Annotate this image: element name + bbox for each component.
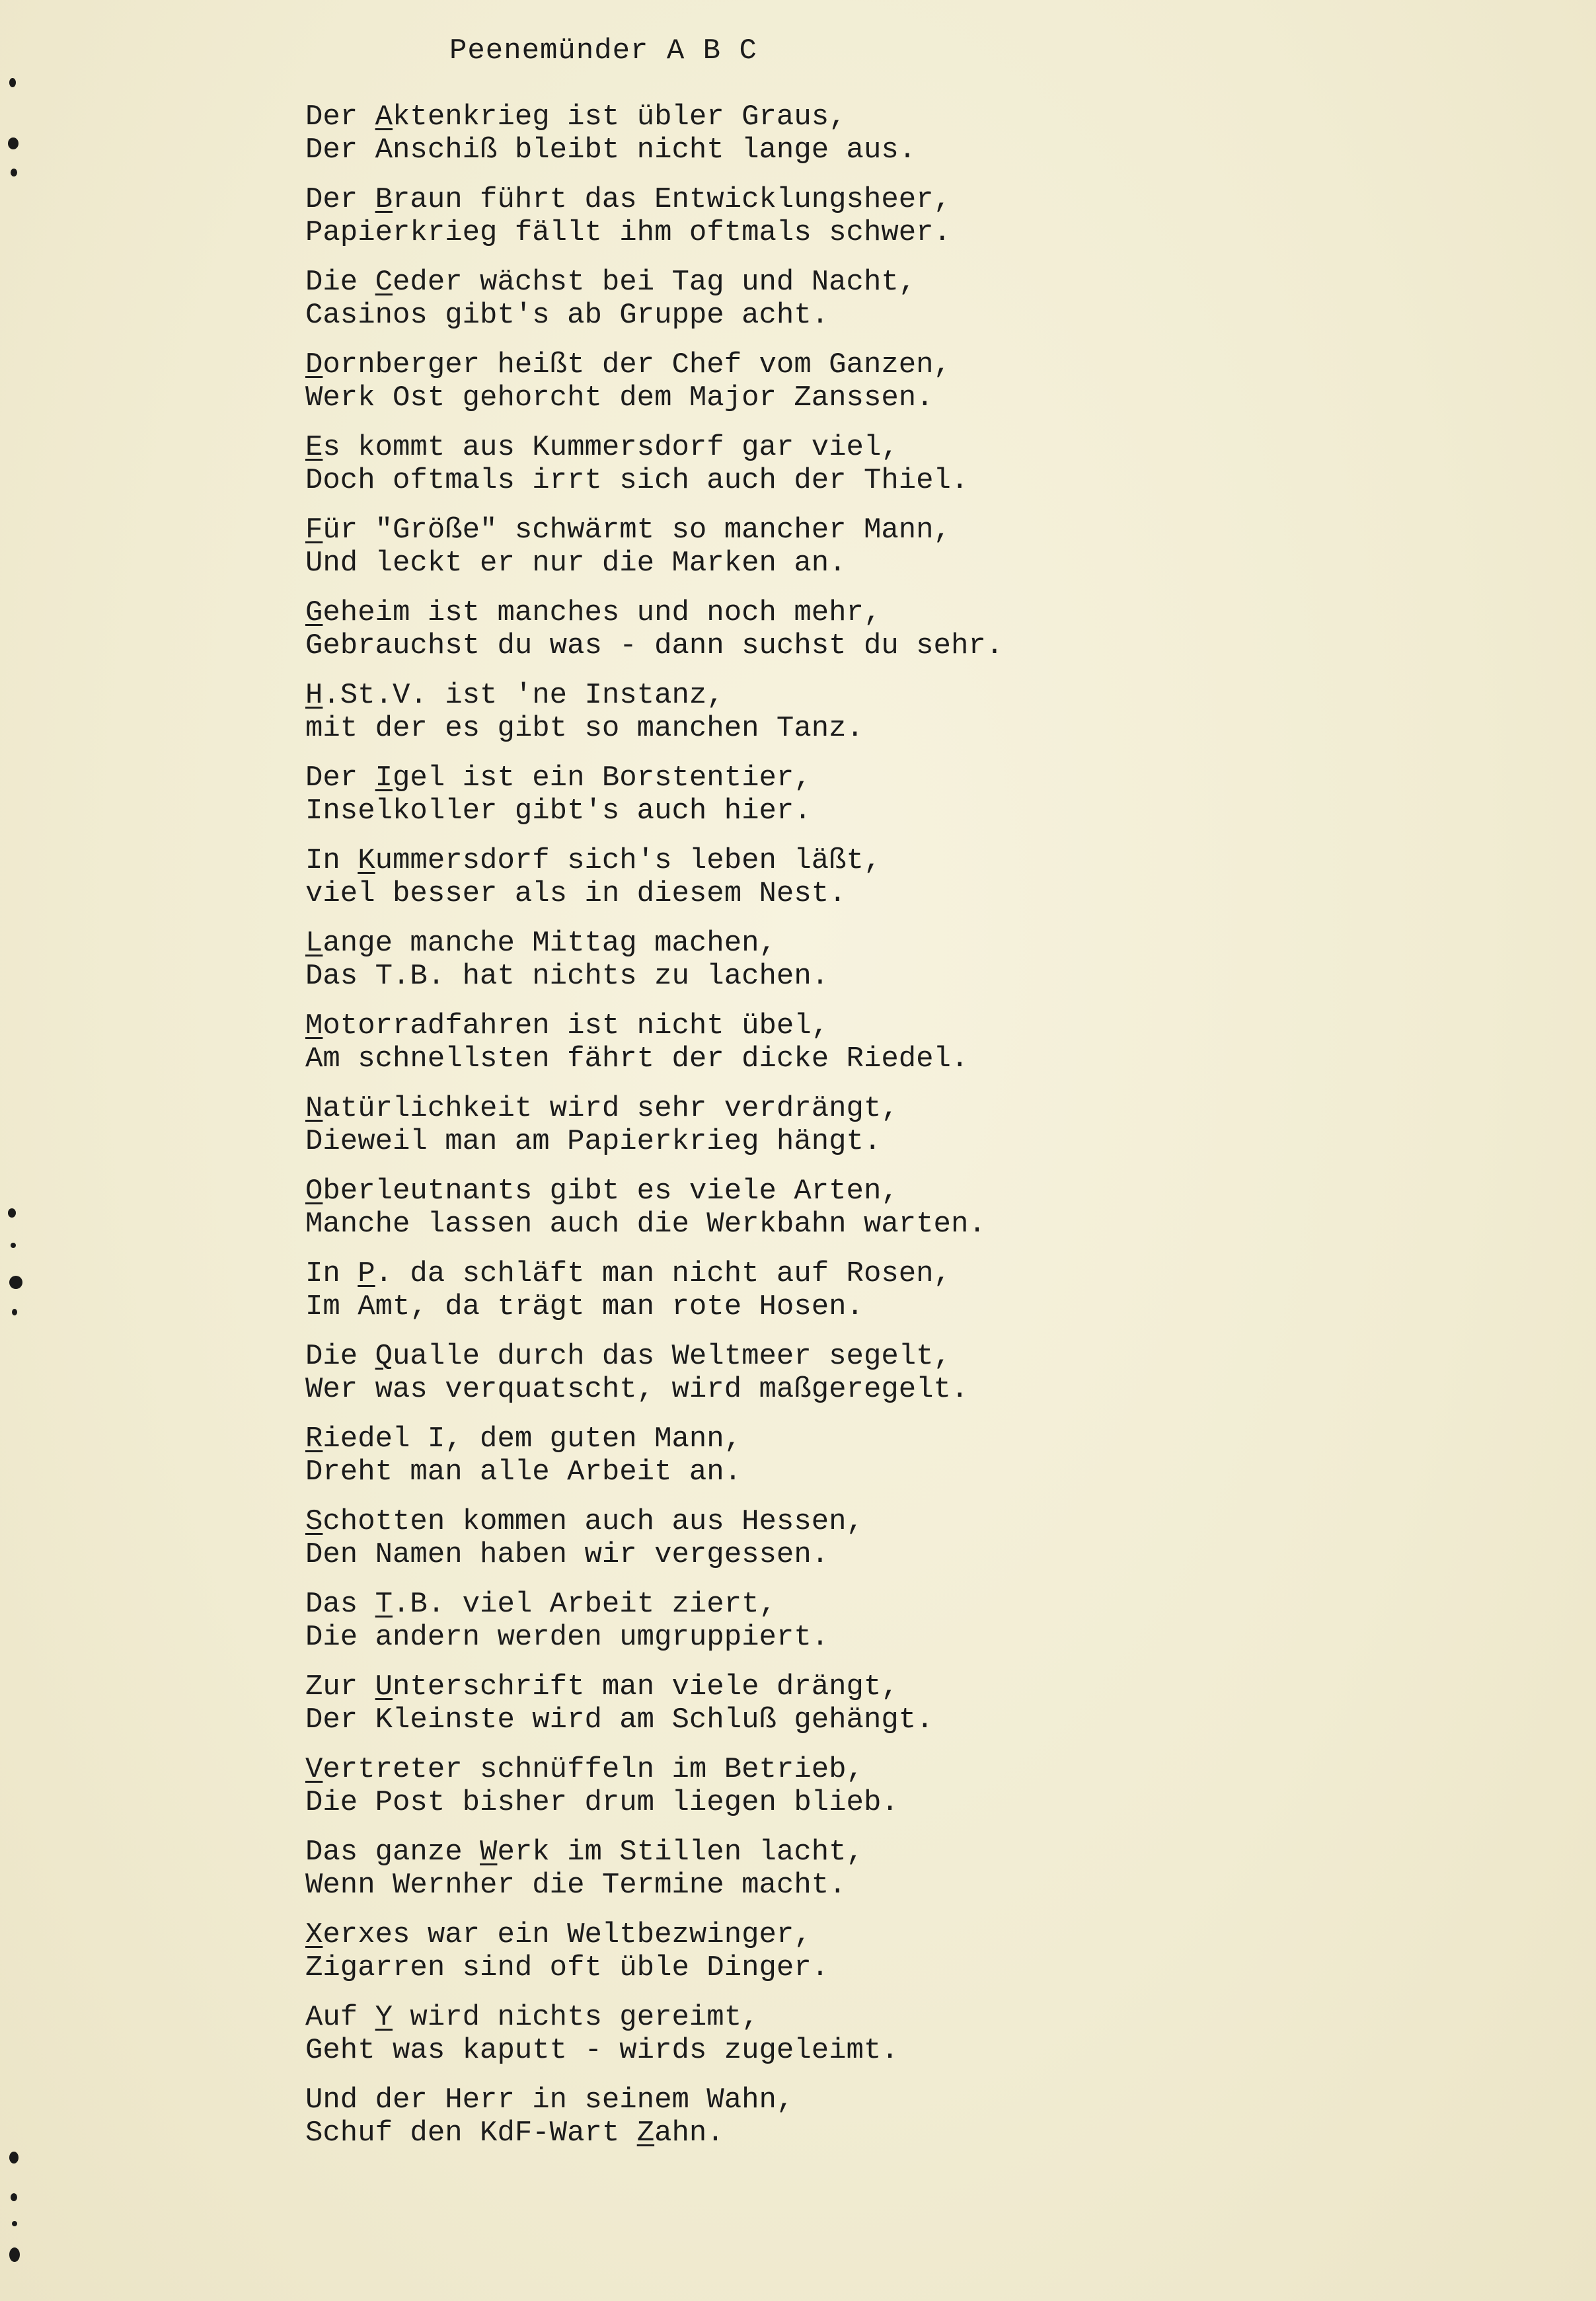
line-text: chotten kommen auch aus Hessen, xyxy=(323,1505,864,1538)
poem-line: Papierkrieg fällt ihm oftmals schwer. xyxy=(305,216,951,249)
punch-hole xyxy=(11,169,17,176)
poem-line xyxy=(305,1588,1495,1621)
line-text: nterschrift man viele drängt, xyxy=(393,1670,899,1703)
poem-line xyxy=(305,1670,1495,1703)
line-text: Und der Herr in seinem Wahn, xyxy=(305,2084,794,2117)
poem-line xyxy=(305,761,1495,795)
poem-line: Am schnellsten fährt der dicke Riedel. xyxy=(305,1042,969,1075)
underlined-initial: B xyxy=(375,183,393,216)
stanza xyxy=(305,844,1495,910)
punch-hole xyxy=(11,1243,16,1248)
line-text: In xyxy=(305,1257,358,1290)
poem-line xyxy=(305,2001,1495,2034)
poem-line: mit der es gibt so manchen Tanz. xyxy=(305,712,864,745)
line-text: Zur xyxy=(305,1670,375,1703)
line-text: wird nichts gereimt, xyxy=(393,2001,759,2034)
punch-hole xyxy=(8,137,19,149)
poem-line: Die Post bisher drum liegen blieb. xyxy=(305,1786,899,1819)
poem-line xyxy=(305,183,1495,216)
line-text: . da schläft man nicht auf Rosen, xyxy=(375,1257,951,1290)
poem-line xyxy=(305,1423,1495,1456)
poem-line xyxy=(305,1753,1495,1786)
poem-line xyxy=(305,348,1495,381)
poem-line: Gebrauchst du was - dann suchst du sehr. xyxy=(305,629,1004,662)
poem-line xyxy=(305,514,1495,547)
line-text: eder wächst bei Tag und Nacht, xyxy=(393,266,917,299)
poem-line xyxy=(305,431,1495,464)
stanza xyxy=(305,1423,1495,1489)
stanza xyxy=(305,100,1495,167)
poem-line: Wer was verquatscht, wird maßgeregelt. xyxy=(305,1373,969,1406)
poem-line xyxy=(305,100,1495,134)
line-text: Das ganze xyxy=(305,1836,480,1869)
underlined-initial: P xyxy=(358,1257,375,1290)
line-text: otorradfahren ist nicht übel, xyxy=(323,1009,829,1042)
poem-line xyxy=(305,2117,1495,2150)
poem-line: Doch oftmals irrt sich auch der Thiel. xyxy=(305,464,969,497)
stanza xyxy=(305,927,1495,993)
poem-line: Das T.B. hat nichts zu lachen. xyxy=(305,960,829,993)
line-text: ummersdorf sich's leben läßt, xyxy=(375,844,882,877)
underlined-initial: L xyxy=(305,927,323,960)
poem-line xyxy=(305,844,1495,877)
poem-line: Casinos gibt's ab Gruppe acht. xyxy=(305,299,829,332)
underlined-initial: S xyxy=(305,1505,323,1538)
poem-line: Werk Ost gehorcht dem Major Zanssen. xyxy=(305,381,934,414)
line-text: ertreter schnüffeln im Betrieb, xyxy=(323,1753,864,1786)
stanza xyxy=(305,348,1495,414)
stanza xyxy=(305,1340,1495,1406)
stanza xyxy=(305,1175,1495,1241)
stanza xyxy=(305,1670,1495,1736)
underlined-initial: V xyxy=(305,1753,323,1786)
line-text: raun führt das Entwicklungsheer, xyxy=(393,183,951,216)
poem-line xyxy=(305,1918,1495,1951)
line-text: ualle durch das Weltmeer segelt, xyxy=(393,1340,951,1373)
poem-line xyxy=(305,1340,1495,1373)
underlined-initial: U xyxy=(375,1670,393,1703)
stanza xyxy=(305,514,1495,580)
underlined-initial: T xyxy=(375,1588,393,1621)
line-text: Auf xyxy=(305,2001,375,2034)
stanza xyxy=(305,1092,1495,1158)
underlined-initial: Y xyxy=(375,2001,393,2034)
poem-line xyxy=(305,1836,1495,1869)
line-text: .B. viel Arbeit ziert, xyxy=(393,1588,777,1621)
line-text: s kommt aus Kummersdorf gar viel, xyxy=(323,431,899,464)
poem-line: Dreht man alle Arbeit an. xyxy=(305,1456,742,1489)
stanza xyxy=(305,183,1495,249)
stanza xyxy=(305,266,1495,332)
poem-line xyxy=(305,1009,1495,1042)
poem-line xyxy=(305,266,1495,299)
underlined-initial: R xyxy=(305,1423,323,1456)
punch-hole xyxy=(12,1309,17,1315)
poem-line xyxy=(305,2084,1495,2117)
punch-hole xyxy=(12,2221,17,2226)
poem-line: Den Namen haben wir vergessen. xyxy=(305,1538,829,1571)
line-text: gel ist ein Borstentier, xyxy=(393,761,812,795)
poem-line: Dieweil man am Papierkrieg hängt. xyxy=(305,1125,882,1158)
line-text: .St.V. ist 'ne Instanz, xyxy=(323,679,724,712)
punch-hole xyxy=(9,2152,19,2164)
poem xyxy=(305,100,1495,2166)
stanza xyxy=(305,431,1495,497)
line-text: Die xyxy=(305,1340,375,1373)
stanza xyxy=(305,596,1495,662)
line-text: Das xyxy=(305,1588,375,1621)
poem-line xyxy=(305,927,1495,960)
punch-hole xyxy=(9,1276,22,1289)
line-text: ahn. xyxy=(654,2117,724,2150)
line-text: In xyxy=(305,844,358,877)
stanza xyxy=(305,2084,1495,2150)
poem-line xyxy=(305,679,1495,712)
poem-line xyxy=(305,1175,1495,1208)
line-text: atürlichkeit wird sehr verdrängt, xyxy=(323,1092,899,1125)
underlined-initial: D xyxy=(305,348,323,381)
poem-line: Der Kleinste wird am Schluß gehängt. xyxy=(305,1703,934,1736)
underlined-initial: I xyxy=(375,761,393,795)
poem-line: viel besser als in diesem Nest. xyxy=(305,877,847,910)
underlined-initial: C xyxy=(375,266,393,299)
underlined-initial: X xyxy=(305,1918,323,1951)
stanza xyxy=(305,679,1495,745)
line-text: berleutnants gibt es viele Arten, xyxy=(323,1175,899,1208)
line-text: Der xyxy=(305,100,375,134)
line-text: ange manche Mittag machen, xyxy=(323,927,777,960)
underlined-initial: A xyxy=(375,100,393,134)
line-text: erxes war ein Weltbezwinger, xyxy=(323,1918,812,1951)
line-text: iedel I, dem guten Mann, xyxy=(323,1423,742,1456)
line-text: eheim ist manches und noch mehr, xyxy=(323,596,882,629)
underlined-initial: K xyxy=(358,844,375,877)
underlined-initial: G xyxy=(305,596,323,629)
line-text: erk im Stillen lacht, xyxy=(497,1836,864,1869)
underlined-initial: E xyxy=(305,431,323,464)
underlined-initial: O xyxy=(305,1175,323,1208)
line-text: Schuf den KdF-Wart xyxy=(305,2117,637,2150)
stanza xyxy=(305,1588,1495,1654)
stanza xyxy=(305,1505,1495,1571)
stanza xyxy=(305,1753,1495,1819)
poem-line: Im Amt, da trägt man rote Hosen. xyxy=(305,1290,864,1323)
poem-line: Wenn Wernher die Termine macht. xyxy=(305,1869,847,1902)
line-text: ktenkrieg ist übler Graus, xyxy=(393,100,847,134)
punch-hole xyxy=(11,2193,17,2201)
underlined-initial: M xyxy=(305,1009,323,1042)
stanza xyxy=(305,761,1495,828)
stanza xyxy=(305,1836,1495,1902)
poem-line: Zigarren sind oft üble Dinger. xyxy=(305,1951,829,1984)
line-text: ür "Größe" schwärmt so mancher Mann, xyxy=(323,514,951,547)
line-text: Der xyxy=(305,761,375,795)
stanza xyxy=(305,1257,1495,1323)
poem-line: Geht was kaputt - wirds zugeleimt. xyxy=(305,2034,899,2067)
poem-line xyxy=(305,1505,1495,1538)
line-text: Die xyxy=(305,266,375,299)
poem-line: Und leckt er nur die Marken an. xyxy=(305,547,847,580)
poem-line xyxy=(305,1092,1495,1125)
punch-hole xyxy=(8,1208,16,1218)
underlined-initial: W xyxy=(480,1836,498,1869)
punch-hole xyxy=(9,2247,20,2262)
poem-line: Inselkoller gibt's auch hier. xyxy=(305,795,812,828)
poem-line: Die andern werden umgruppiert. xyxy=(305,1621,829,1654)
poem-line xyxy=(305,1257,1495,1290)
underlined-initial: H xyxy=(305,679,323,712)
underlined-initial: Q xyxy=(375,1340,393,1373)
underlined-initial: N xyxy=(305,1092,323,1125)
line-text: ornberger heißt der Chef vom Ganzen, xyxy=(323,348,951,381)
underlined-initial: Z xyxy=(636,2117,655,2150)
stanza xyxy=(305,1009,1495,1075)
underlined-initial: F xyxy=(305,514,323,547)
punch-hole xyxy=(9,78,16,87)
poem-line xyxy=(305,596,1495,629)
poem-line: Der Anschiß bleibt nicht lange aus. xyxy=(305,134,917,167)
poem-line: Manche lassen auch die Werkbahn warten. xyxy=(305,1208,986,1241)
stanza xyxy=(305,1918,1495,1984)
page-title: Peenemünder A B C xyxy=(449,34,757,67)
line-text: Der xyxy=(305,183,375,216)
stanza xyxy=(305,2001,1495,2067)
